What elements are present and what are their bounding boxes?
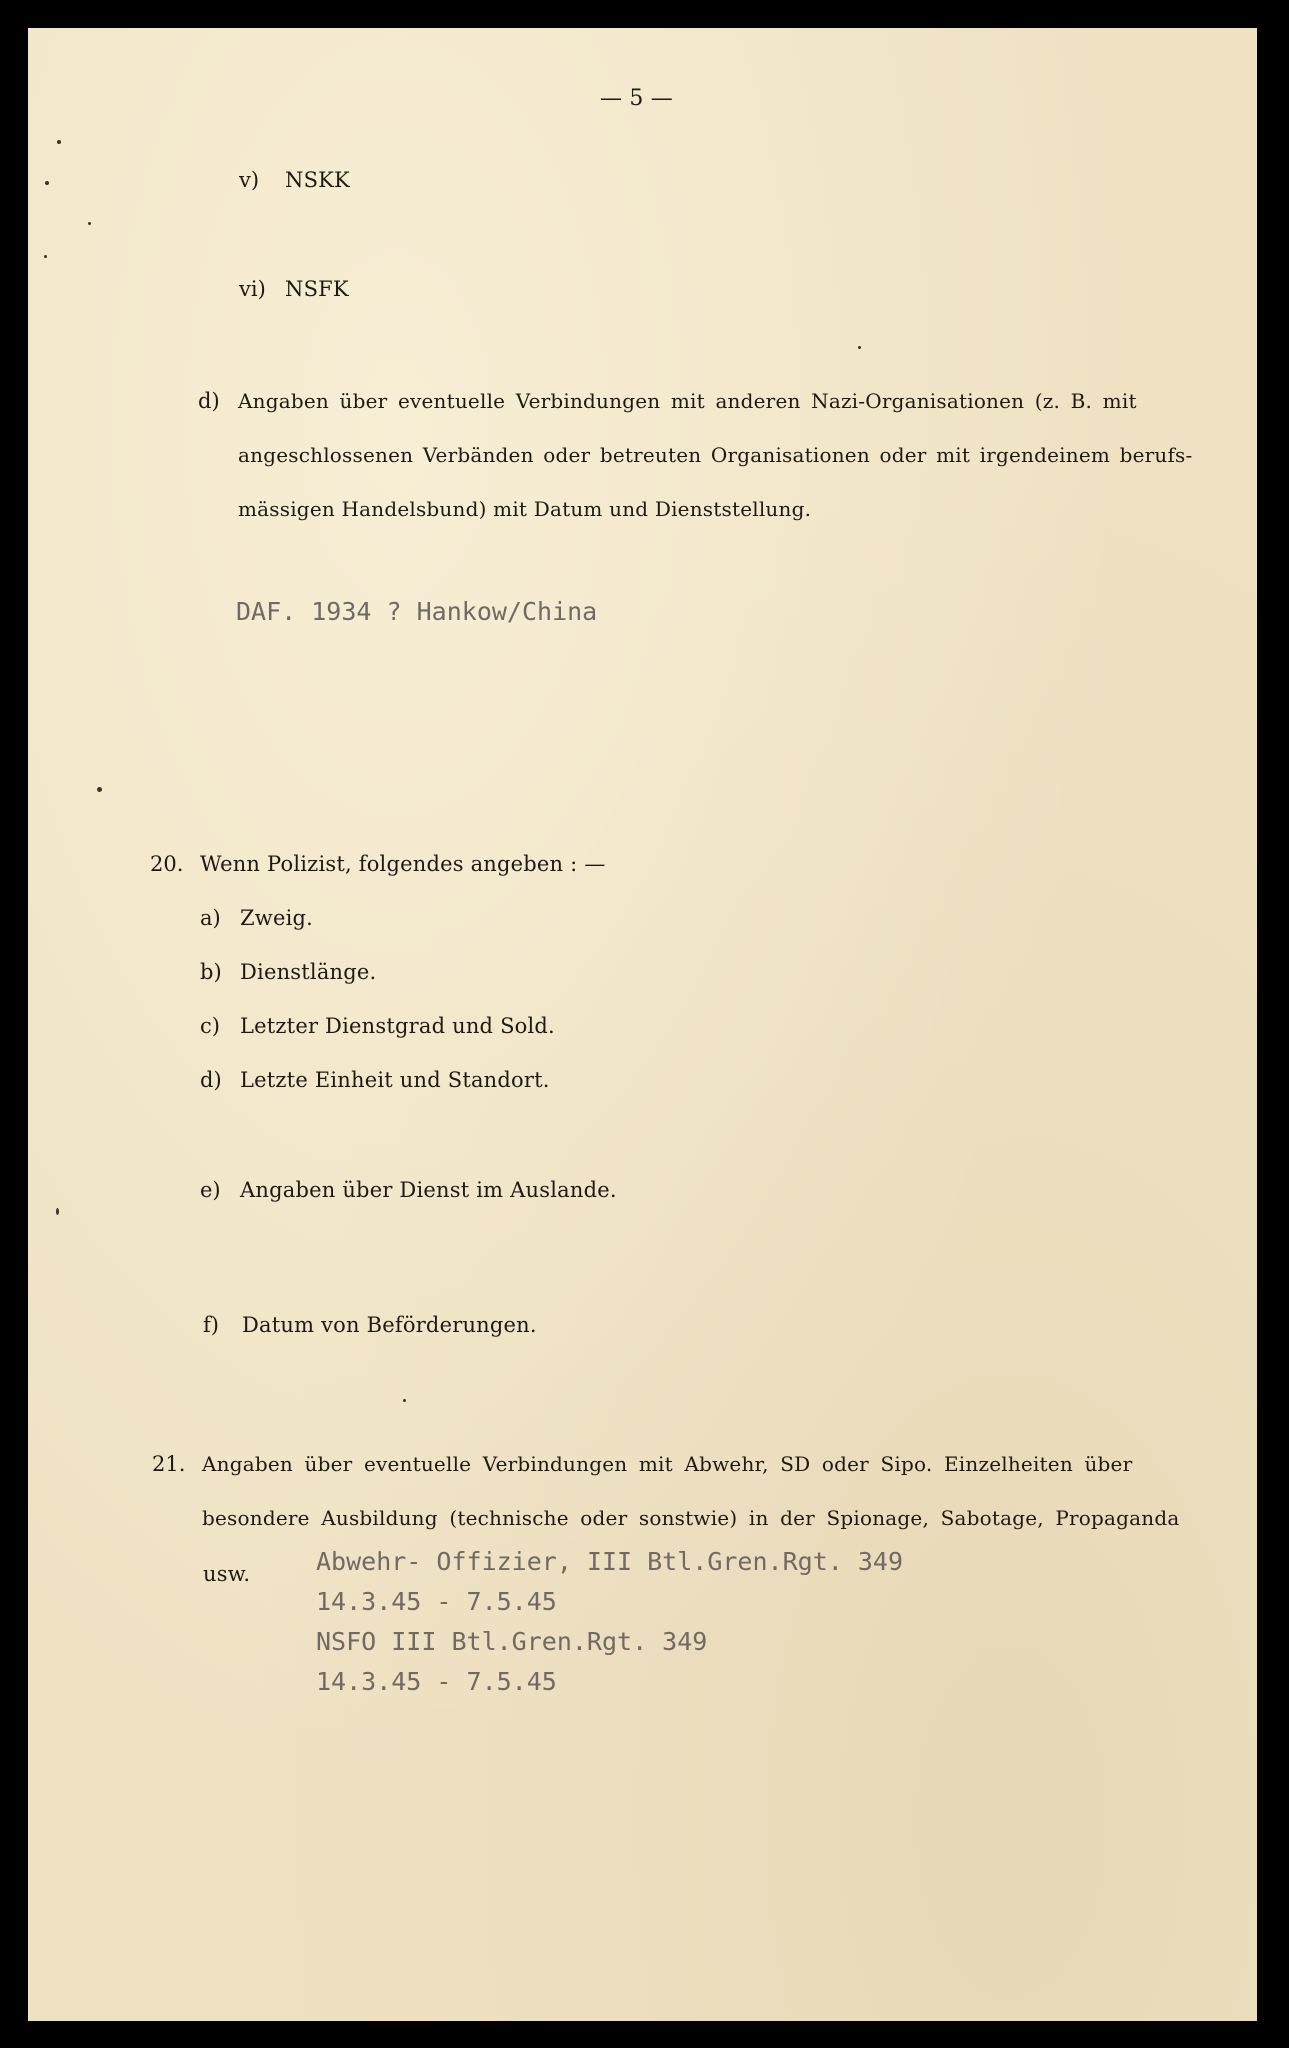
q20-b-text: Dienstlänge.: [240, 960, 377, 984]
item-v-text: NSKK: [285, 168, 350, 192]
q20-e-label: e): [200, 1178, 221, 1202]
paper-speck: [88, 222, 91, 225]
paper-speck: [858, 346, 861, 349]
item-vi-text: NSFK: [285, 277, 349, 301]
section-d-label: d): [198, 389, 220, 413]
q20-text: Wenn Polizist, folgendes angeben : —: [200, 852, 606, 876]
q20-f-text: Datum von Beförderungen.: [242, 1313, 537, 1337]
q21-number: 21.: [152, 1452, 186, 1476]
q21-answer-line-4: 14.3.45 - 7.5.45: [316, 1667, 557, 1696]
section-d-answer: DAF. 1934 ? Hankow/China: [236, 597, 598, 626]
q20-a-label: a): [200, 906, 221, 930]
paper-speck: [403, 1399, 406, 1402]
q20-b-label: b): [200, 960, 222, 984]
q20-c-text: Letzter Dienstgrad und Sold.: [240, 1014, 555, 1038]
item-v-label: v): [239, 168, 260, 192]
page-number: — 5 —: [600, 86, 673, 111]
paper-speck: [56, 1208, 59, 1215]
q21-answer-line-1: Abwehr- Offizier, III Btl.Gren.Rgt. 349: [316, 1547, 903, 1576]
q21-usw: usw.: [203, 1562, 251, 1586]
q20-d-label: d): [200, 1068, 222, 1092]
q20-number: 20.: [150, 852, 184, 876]
paper-speck: [97, 787, 102, 792]
q21-answer-line-2: 14.3.45 - 7.5.45: [316, 1587, 557, 1616]
q21-line-1: Angaben über eventuelle Verbindungen mit Abwehr, SD oder Sipo. Einzelheiten über: [202, 1452, 1133, 1476]
q20-d-text: Letzte Einheit und Standort.: [240, 1068, 550, 1092]
item-vi-label: vi): [239, 277, 266, 301]
section-d-line-2: angeschlossenen Verbänden oder betreuten Organisationen oder mit irgendeinem berufs-: [238, 443, 1193, 467]
paper-speck: [44, 255, 47, 258]
q21-line-2: besondere Ausbildung (technische oder sonstwie) in der Spionage, Sabotage, Propaganda: [202, 1506, 1180, 1530]
paper-speck: [57, 140, 61, 144]
paper-speck: [45, 181, 49, 185]
section-d-line-3: mässigen Handelsbund) mit Datum und Dienststellung.: [238, 497, 812, 521]
q20-e-text: Angaben über Dienst im Auslande.: [240, 1178, 617, 1202]
section-d-line-1: Angaben über eventuelle Verbindungen mit anderen Nazi-Organisationen (z. B. mit: [238, 389, 1137, 413]
q20-c-label: c): [200, 1014, 220, 1038]
q20-a-text: Zweig.: [240, 906, 314, 930]
q21-answer-line-3: NSFO III Btl.Gren.Rgt. 349: [316, 1627, 708, 1656]
q20-f-label: f): [203, 1313, 219, 1337]
